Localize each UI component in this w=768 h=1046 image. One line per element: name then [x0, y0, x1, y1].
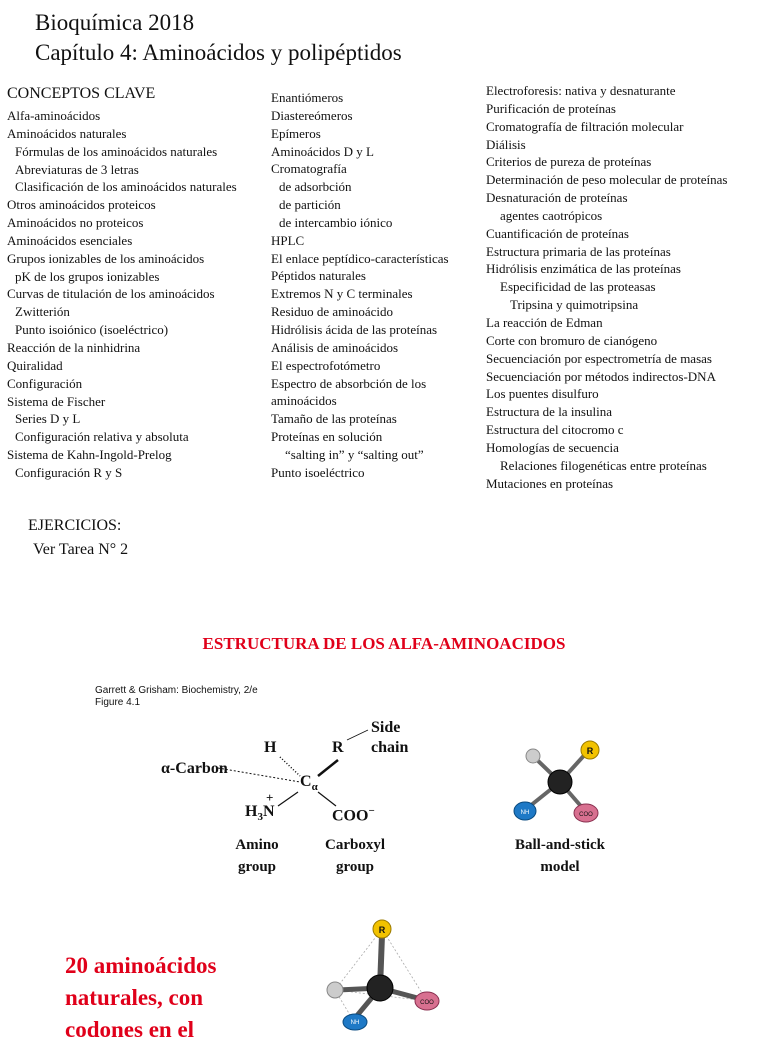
h3n-h: H	[245, 803, 258, 820]
list-item: de intercambio iónico	[279, 214, 393, 230]
ball-r-text: R	[586, 746, 594, 756]
amino-group-line2: group	[237, 859, 277, 875]
tetra-carbon-ball	[367, 975, 393, 1001]
list-item: Secuenciación por métodos indirectos-DNA	[486, 368, 716, 384]
list-item: Relaciones filogenéticas entre proteínas	[500, 457, 707, 473]
list-item: Curvas de titulación de los aminoácidos	[7, 286, 215, 302]
list-item: Desnaturación de proteínas	[486, 190, 628, 206]
list-item: Estructura primaria de las proteínas	[486, 243, 671, 259]
list-item: Abreviaturas de 3 letras	[15, 161, 139, 177]
list-item: Aminoácidos D y L	[271, 143, 374, 159]
tetra-coo-text: COO	[420, 1000, 434, 1006]
list-item: Cromatografía	[271, 161, 347, 177]
ball-coo-text: COO	[579, 812, 593, 818]
red-note	[65, 950, 216, 1046]
list-item: Corte con bromuro de cianógeno	[486, 332, 658, 348]
list-item: “salting in” y “salting out”	[285, 446, 424, 462]
list-item: Grupos ionizables de los aminoácidos	[7, 250, 205, 266]
list-item: Mutaciones en proteínas	[486, 475, 614, 491]
list-item: Enantiómeros	[271, 90, 344, 105]
list-item: Electroforesis: nativa y desnaturante	[486, 83, 676, 98]
side-chain-label-line1: Side	[371, 719, 401, 736]
list-item: Otros aminoácidos proteicos	[7, 197, 156, 213]
list-item: Especificidad de las proteasas	[500, 279, 656, 295]
alpha-carbon-label: α-Carbon	[161, 760, 228, 777]
list-item: Homologías de secuencia	[486, 439, 619, 455]
list-item: Péptidos naturales	[271, 268, 366, 284]
exercises-heading: EJERCICIOS:	[28, 517, 122, 534]
list-item: Punto isoiónico (isoeléctrico)	[15, 322, 169, 338]
list-item: Purificación de proteínas	[486, 100, 616, 116]
list-item: Configuración relativa y absoluta	[15, 429, 189, 445]
section-title: ESTRUCTURA DE LOS ALFA-AMINOACIDOS	[202, 634, 566, 653]
ball-nh-text: NH	[520, 810, 530, 816]
list-item: Fórmulas de los aminoácidos naturales	[15, 143, 218, 159]
list-item: Configuración R y S	[15, 464, 123, 480]
list-item: Zwitterión	[15, 304, 70, 320]
list-item: de partición	[279, 197, 341, 213]
list-item: Cromatografía de filtración molecular	[486, 118, 684, 134]
carboxyl-group-line2: group	[335, 859, 375, 875]
list-item: Cuantificación de proteínas	[486, 225, 629, 241]
list-item: Hidrólisis enzimática de las proteínas	[486, 261, 681, 277]
list-item: Los puentes disulfuro	[486, 386, 599, 402]
list-item: Hidrólisis ácida de las proteínas	[271, 321, 438, 337]
list-item: Alfa-aminoácidos	[7, 108, 101, 123]
list-item: Análisis de aminoácidos	[271, 339, 399, 355]
tetra-nh-text: NH	[350, 1020, 360, 1026]
hydrogen-label: H	[264, 739, 277, 756]
list-item: Configuración	[7, 375, 83, 391]
list-item: Espectro de absorbción de los	[271, 375, 427, 391]
list-item: HPLC	[271, 232, 305, 248]
list-item: Criterios de pureza de proteínas	[486, 154, 652, 170]
side-chain-label-line2: chain	[371, 739, 409, 756]
list-item: El enlace peptídico-características	[271, 250, 449, 266]
figure-credit-number: Figure 4.1	[95, 697, 141, 708]
red-note-line3: codones en el	[65, 1017, 195, 1042]
tetra-hydrogen-ball	[327, 982, 343, 998]
coo-text: COO	[332, 807, 369, 825]
list-item: Aminoácidos naturales	[7, 125, 127, 141]
c-alpha-subscript: α	[311, 781, 318, 794]
list-item: de adsorbción	[279, 179, 352, 195]
list-item: Clasificación de los aminoácidos naturales	[15, 179, 237, 195]
list-item: Epímeros	[271, 125, 321, 141]
list-item: Diastereómeros	[271, 107, 353, 123]
list-item: Quiralidad	[7, 357, 63, 373]
h3n-subscript: 3	[257, 811, 263, 824]
list-item: Proteínas en solución	[271, 429, 383, 445]
ball-and-stick-line2: model	[540, 859, 580, 875]
list-item: Diálisis	[486, 136, 526, 152]
c-alpha-letter: C	[300, 773, 312, 790]
red-note-line1: 20 aminoácidos	[65, 953, 217, 978]
carboxyl-group-line1: Carboxyl	[325, 837, 385, 853]
red-note-line2: naturales, con	[65, 985, 203, 1010]
h3n-plus: +	[265, 790, 274, 805]
chapter-title: Capítulo 4: Aminoácidos y polipéptidos	[35, 40, 402, 65]
r-group-label: R	[332, 739, 344, 756]
list-item: Reacción de la ninhidrina	[7, 339, 141, 355]
list-item: Series D y L	[15, 411, 81, 427]
list-item: pK de los grupos ionizables	[15, 268, 160, 284]
list-item: Sistema de Kahn-Ingold-Prelog	[7, 447, 172, 463]
list-item: Tamaño de las proteínas	[271, 411, 397, 427]
list-item: Determinación de peso molecular de proteínas	[486, 172, 728, 188]
list-item: Aminoácidos no proteicos	[7, 215, 144, 231]
list-item: aminoácidos	[271, 393, 337, 409]
ball-and-stick-line1: Ball-and-stick	[514, 837, 605, 853]
key-concepts-heading: CONCEPTOS CLAVE	[7, 85, 156, 102]
h3n-n-letter: N	[262, 803, 275, 820]
list-item: Estructura de la insulina	[486, 404, 612, 420]
list-item: Punto isoeléctrico	[271, 464, 365, 480]
tetra-r-text: R	[378, 925, 386, 935]
figure-credit-source: Garrett & Grisham: Biochemistry, 2/e	[95, 685, 258, 696]
amino-group-line1: Amino	[235, 837, 279, 853]
list-item: Extremos N y C terminales	[271, 286, 413, 302]
coo-minus: −	[368, 805, 375, 817]
list-item: agentes caotrópicos	[500, 207, 603, 223]
list-item: La reacción de Edman	[486, 314, 603, 330]
list-item: Residuo de aminoácido	[271, 304, 394, 320]
document-title: Bioquímica 2018	[35, 10, 195, 35]
list-item: Aminoácidos esenciales	[7, 232, 133, 248]
exercises-text: Ver Tarea N° 2	[33, 541, 129, 558]
list-item: El espectrofotómetro	[271, 357, 381, 373]
list-item: Tripsina y quimotripsina	[510, 297, 639, 313]
list-item: Secuenciación por espectrometría de masas	[486, 350, 712, 366]
list-item: Sistema de Fischer	[7, 393, 106, 409]
list-item: Estructura del citocromo c	[486, 422, 624, 438]
